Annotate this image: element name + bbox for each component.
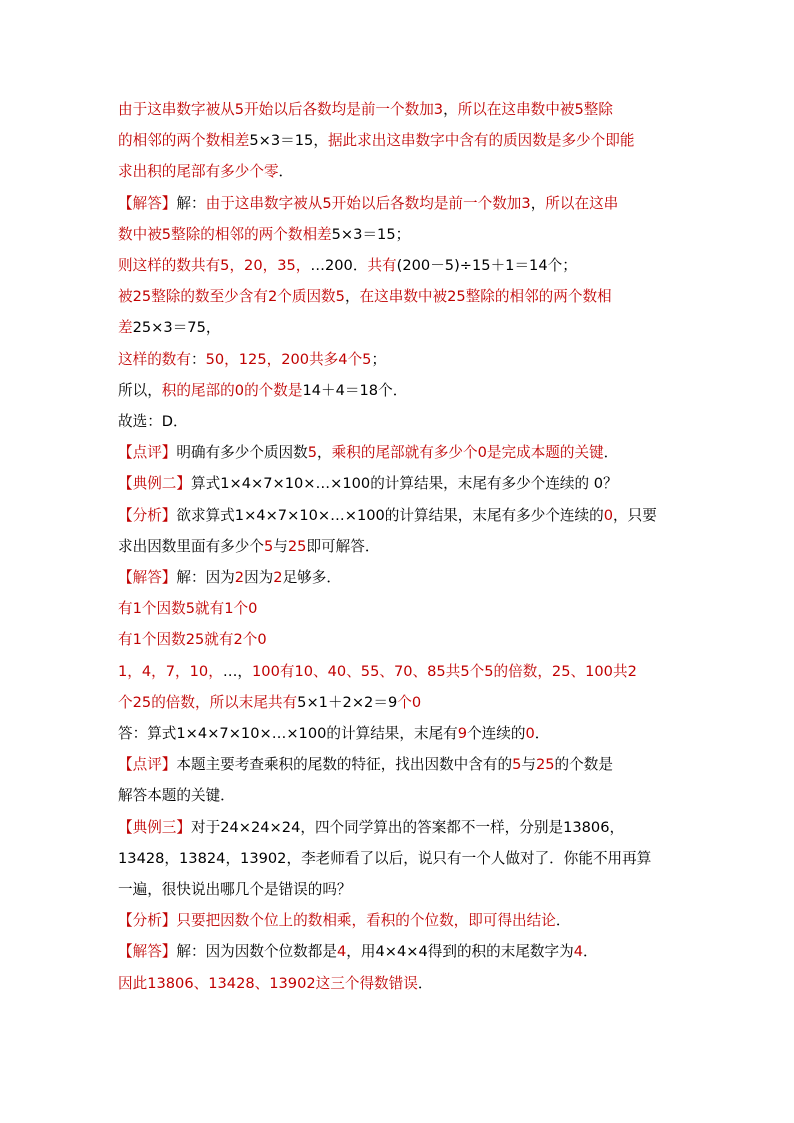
text-line: [118, 718, 688, 749]
text-run: 0: [477, 444, 487, 462]
text-run: 个: [233, 600, 249, 618]
text-run: 足够多．: [282, 569, 341, 587]
text-run: 5: [185, 600, 195, 618]
text-run: 的倍数，: [493, 662, 552, 680]
text-run: 5: [307, 444, 318, 462]
text-run: 开始以后各数均是前一个数加: [244, 101, 434, 118]
text-run: 共多: [309, 350, 339, 368]
text-run: 共有: [367, 257, 397, 275]
text-run: 与: [521, 756, 536, 774]
text-run: 解：因为: [176, 569, 235, 587]
text-run: 就有: [195, 600, 225, 618]
text-run: 5: [322, 194, 332, 212]
text-line: [118, 656, 688, 687]
text-run: 与: [273, 537, 288, 555]
text-run: 5: [484, 662, 494, 680]
text-run: 24×24×24: [220, 818, 301, 836]
text-run: 被: [118, 288, 133, 306]
text-run: 13806、13428、13902: [147, 974, 316, 992]
text-run: 整除: [583, 101, 613, 118]
text-line: [118, 531, 688, 562]
text-run: 个: [397, 693, 412, 711]
text-run: 积的尾部的: [161, 381, 235, 399]
text-run: 个质因数: [277, 288, 336, 306]
text-run: 0: [411, 693, 422, 711]
text-run: 欲求算式: [176, 506, 235, 524]
text-line: [118, 406, 688, 437]
text-run: 1×4×7×10×…×100: [234, 506, 385, 524]
text-run: …200: [310, 257, 353, 275]
text-run: 在这串数中被: [359, 288, 448, 306]
text-run: 是完成本题的关键: [486, 444, 604, 462]
text-run: ．: [417, 974, 433, 992]
text-run: ．: [278, 163, 294, 181]
text-run: 数中被: [118, 225, 162, 243]
text-run: 所以，: [118, 381, 162, 399]
text-run: 求出因数里面有多少个: [118, 537, 264, 555]
text-line: [118, 312, 688, 343]
text-run: (200－5)÷15＋1＝14: [396, 257, 548, 275]
text-run: 的计算结果，末尾有多少个连续的 0？: [370, 475, 618, 493]
text-line: [118, 624, 688, 655]
text-run: 据此求出这串数字中含有的质因数是多少个即能: [327, 132, 635, 150]
text-line: [118, 281, 688, 312]
text-line: [118, 905, 688, 936]
text-run: 25×3＝75: [132, 319, 206, 337]
text-run: 2: [233, 631, 243, 649]
text-run: 【解答】: [118, 569, 177, 587]
text-run: 5×3＝15: [331, 225, 396, 243]
text-run: 的倍数，: [151, 693, 210, 711]
text-line: [118, 562, 688, 593]
text-run: 个: [347, 350, 363, 368]
text-run: ．: [555, 912, 571, 930]
text-run: 3: [521, 194, 531, 212]
text-run: 1×4×7×10×…×100: [220, 475, 371, 493]
text-line: [118, 344, 688, 375]
text-run: 由于这串数字被从: [118, 101, 235, 118]
text-run: 5: [234, 101, 245, 118]
text-run: 故选：: [118, 413, 162, 431]
text-line: [118, 94, 688, 125]
text-run: 个: [469, 662, 485, 680]
text-run: 5×3＝15: [249, 132, 314, 150]
text-run: 所以在这串数中被: [457, 101, 575, 118]
text-run: ，: [313, 132, 328, 150]
text-run: 1: [224, 600, 234, 618]
text-run: 0: [525, 725, 535, 743]
text-run: 4: [573, 943, 583, 961]
text-run: 一遍，很快说出哪几个是错误的吗？: [118, 881, 352, 899]
text-run: 的计算结果，末尾有多少个连续的: [384, 506, 604, 524]
text-line: [118, 843, 688, 874]
text-run: 个．: [378, 381, 408, 399]
text-run: 1×4×7×10×…×100: [176, 725, 327, 743]
text-run: ，四个同学算出的答案都不一样，分别是: [300, 818, 564, 836]
text-run: 【分析】: [118, 506, 177, 524]
text-line: [118, 812, 688, 843]
text-run: 这三个得数错误: [315, 974, 418, 992]
text-run: 25: [447, 288, 466, 306]
text-run: 5: [161, 225, 172, 243]
text-run: 25: [132, 693, 152, 711]
text-run: 对于: [190, 818, 221, 836]
text-run: 25、100: [551, 662, 613, 680]
text-line: [118, 500, 688, 531]
text-run: 5: [335, 288, 345, 306]
text-line: [118, 125, 688, 156]
text-run: 50，125，200: [205, 350, 310, 368]
text-run: 25: [287, 537, 307, 555]
text-line: [118, 156, 688, 187]
text-run: 0: [257, 631, 267, 649]
text-run: 因此: [118, 974, 148, 992]
text-run: 个因数: [141, 600, 186, 618]
text-run: 【典例三】: [118, 818, 191, 836]
text-run: 共: [612, 662, 628, 680]
document-content: [118, 94, 688, 999]
text-run: 2: [267, 288, 278, 306]
text-run: ．: [534, 725, 550, 743]
text-run: 乘积的尾部就有多少个: [331, 444, 478, 462]
text-run: 有: [118, 631, 133, 649]
text-run: 求出积的尾部有多少个零: [118, 163, 279, 181]
text-run: 5: [512, 756, 522, 774]
text-run: 9: [457, 725, 468, 743]
text-run: 答：算式: [118, 725, 177, 743]
text-run: ，: [530, 194, 546, 212]
text-run: 的计算结果，末尾有: [326, 725, 458, 743]
text-run: ，: [443, 101, 458, 118]
text-run: 明确有多少个质因数: [176, 444, 308, 462]
text-run: 的相邻的两个数相差: [118, 132, 250, 150]
text-line: [118, 749, 688, 780]
text-run: 2: [234, 569, 245, 587]
text-run: 这样的数有: [118, 350, 191, 368]
text-run: 14＋4＝18: [302, 381, 379, 399]
text-run: ，: [344, 288, 360, 306]
text-run: 因为: [244, 569, 274, 587]
text-run: 【解答】: [118, 943, 177, 961]
text-run: ，用: [346, 943, 376, 961]
text-run: 整除的数至少含有: [151, 288, 268, 306]
text-run: 只要把因数个位上的数相乘，看积的个位数，即可得出结论: [176, 912, 556, 930]
text-run: 2: [627, 662, 637, 680]
text-run: 1: [132, 631, 142, 649]
text-run: …，: [222, 662, 253, 680]
text-run: ．: [583, 943, 598, 961]
text-run: 则这样的数共有: [118, 257, 221, 275]
text-run: 共: [445, 662, 461, 680]
text-run: 4: [336, 943, 347, 961]
text-run: 个因数: [141, 631, 186, 649]
text-run: 差: [118, 319, 133, 337]
text-run: ．: [603, 444, 619, 462]
text-run: 4: [338, 350, 348, 368]
text-run: 5: [460, 662, 470, 680]
text-line: [118, 188, 688, 219]
text-run: 25: [535, 756, 555, 774]
text-run: 1，4，7，10，: [118, 662, 223, 680]
text-run: 13428，13824，13902，: [118, 849, 302, 867]
text-run: ；: [371, 350, 387, 368]
text-run: 个连续的: [467, 725, 526, 743]
text-run: 0: [603, 506, 614, 524]
text-line: [118, 687, 688, 718]
text-run: 本题主要考查乘积的尾数的特征，找出因数中含有的: [176, 756, 513, 774]
text-run: 【解答】: [118, 194, 177, 212]
text-run: 有: [118, 600, 133, 618]
text-line: [118, 250, 688, 281]
text-run: 0: [234, 381, 245, 399]
text-run: 5: [574, 101, 584, 118]
text-line: [118, 593, 688, 624]
text-run: 整除的相邻的两个数相差: [171, 225, 332, 243]
text-run: 得到的积的末尾数字为: [427, 943, 574, 961]
text-run: 10、40、55、70、85: [294, 662, 446, 680]
text-run: 100: [252, 662, 280, 680]
text-run: 3: [433, 101, 444, 118]
text-run: 5: [362, 350, 372, 368]
text-run: ，只要: [613, 506, 657, 524]
text-run: 5: [263, 537, 274, 555]
text-run: 个: [242, 631, 258, 649]
text-run: 的个数是: [554, 756, 613, 774]
text-line: [118, 375, 688, 406]
text-run: 所以在这串: [545, 194, 619, 212]
text-line: [118, 437, 688, 468]
text-run: ，: [205, 319, 221, 337]
text-run: 【典例二】: [118, 475, 191, 493]
text-run: 个；: [547, 257, 577, 275]
text-line: [118, 780, 688, 811]
text-run: 即可解答．: [306, 537, 380, 555]
text-run: 2: [273, 569, 283, 587]
text-run: ．: [173, 413, 188, 431]
text-run: 【点评】: [118, 756, 177, 774]
text-run: 由于这串数字被从: [205, 194, 323, 212]
text-run: 个: [118, 693, 133, 711]
text-run: 的个数是: [244, 381, 303, 399]
text-run: 【分析】: [118, 912, 177, 930]
text-run: 解：: [176, 194, 206, 212]
text-run: 整除的相邻的两个数相: [465, 288, 612, 306]
text-run: ：: [190, 350, 206, 368]
text-run: ；: [395, 225, 411, 243]
text-run: 所以末尾共有: [209, 693, 298, 711]
text-run: 就有: [204, 631, 234, 649]
text-line: [118, 219, 688, 250]
text-run: 0: [248, 600, 258, 618]
text-run: 开始以后各数均是前一个数加: [331, 194, 522, 212]
text-line: [118, 468, 688, 499]
text-run: 李老师看了以后，说只有一个人做对了．你能不用再算: [301, 849, 652, 867]
text-run: 13806，: [563, 818, 625, 836]
text-run: 4×4×4: [375, 943, 428, 961]
text-run: ．: [352, 257, 368, 275]
text-run: D: [161, 413, 174, 431]
text-line: [118, 968, 688, 999]
text-run: 解：因为因数个位数都是: [176, 943, 337, 961]
text-run: 5，20，35，: [220, 257, 311, 275]
text-run: 5×1＋2×2＝9: [297, 693, 398, 711]
text-run: ，: [317, 444, 332, 462]
text-run: 【点评】: [118, 444, 177, 462]
text-line: [118, 936, 688, 967]
text-run: 25: [132, 288, 152, 306]
text-run: 25: [185, 631, 205, 649]
text-run: 解答本题的关键．: [118, 787, 235, 805]
text-line: [118, 874, 688, 905]
text-run: 1: [132, 600, 142, 618]
text-run: 算式: [190, 475, 221, 493]
text-run: 有: [279, 662, 295, 680]
